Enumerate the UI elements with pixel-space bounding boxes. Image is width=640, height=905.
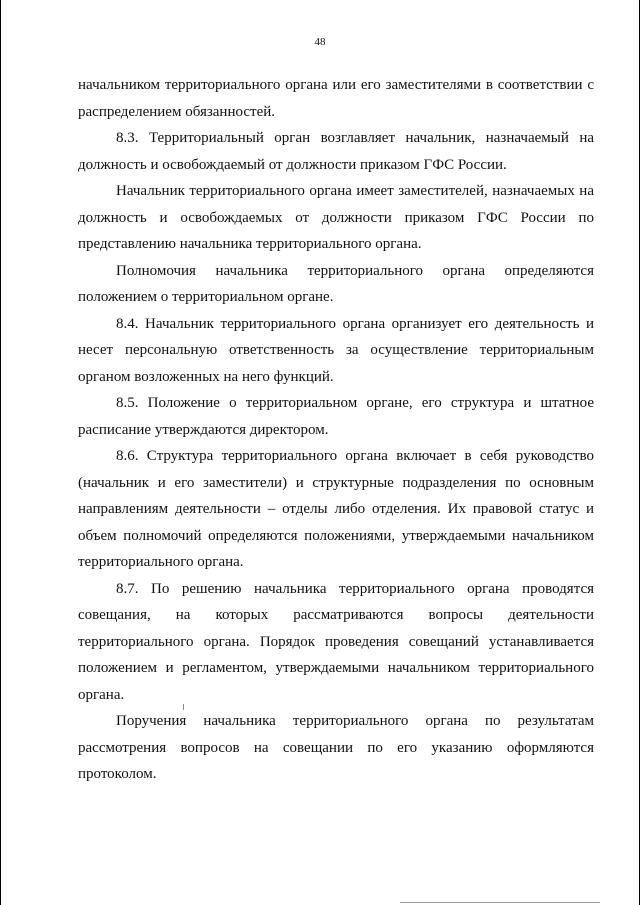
paragraph-8-4: 8.4. Начальник территориального органа организует его деятельность и несет персональную ответственность за осуществление территориальным органом возложенных на него функций. <box>78 315 594 385</box>
paragraph-8-5: 8.5. Положение о территориальном органе, его структура и штатное расписание утверждаются директором. <box>78 395 594 438</box>
paragraph-instructions: Поручения начальника территориального органа по результатам рассмотрения вопросов на совещании по его указанию оформляются протоколом. <box>78 713 594 782</box>
paragraph-deputies: Начальник территориального органа имеет заместителей, назначаемых на должность и освобождаемых от должности приказом ГФС России по представлению начальника территориального органа. <box>78 183 594 252</box>
paragraph-8-7: 8.7. По решению начальника территориального органа проводятся совещания, на которых рассматриваются вопросы деятельности территориального органа. Порядок проведения совещаний устанавливается положением и регламентом, утверждаемыми начальником территориального органа. <box>78 580 594 703</box>
paragraph-8-6: 8.6. Структура территориального органа включает в себя руководство (начальник и его заместители) и структурные подразделения по основным направлениям деятельности – отделы либо отделения. Их правовой статус и объем полномочий определяются положениями, утверждаемыми начальником территориального органа. <box>78 448 594 570</box>
paragraph-powers: Полномочия начальника территориального органа определяются положением о территориальном органе. <box>78 262 594 305</box>
document-body <box>78 72 594 788</box>
scan-border-bottom <box>400 902 600 903</box>
paragraph-continuation: начальником территориального органа или его заместителями в соответствии с распределением обязанностей. <box>78 77 594 120</box>
page-number: 48 <box>314 36 326 48</box>
scan-border-left <box>0 0 1 905</box>
paragraph-8-3: 8.3. Территориальный орган возглавляет начальник, назначаемый на должность и освобождаемый от должности приказом ГФС России. <box>78 130 594 173</box>
scan-artifact-mark <box>183 704 184 710</box>
